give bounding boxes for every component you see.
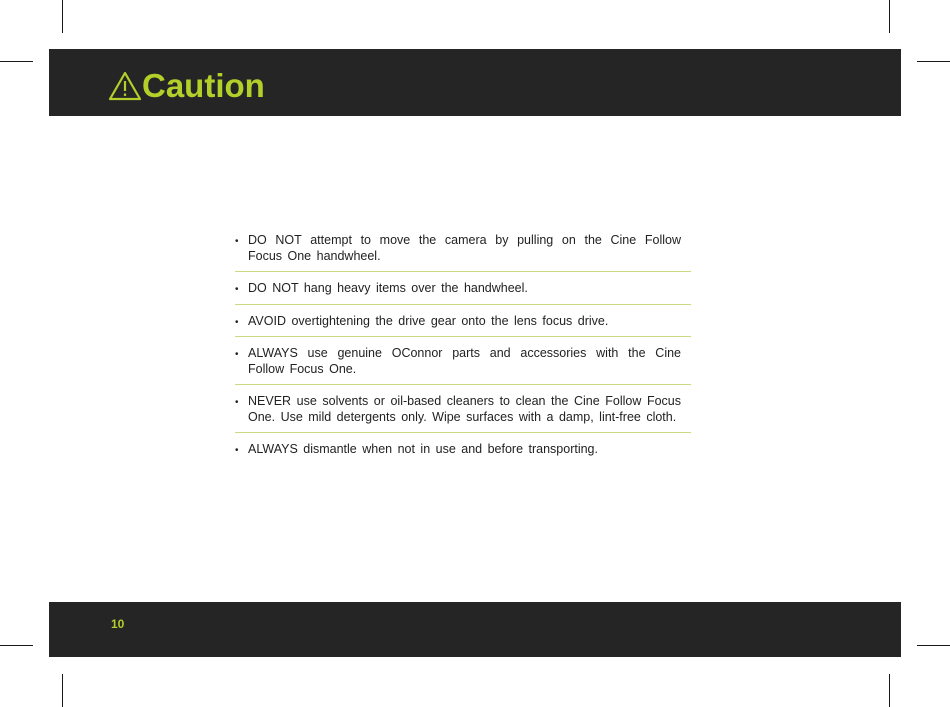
- caution-item: [235, 272, 691, 305]
- bullet: •: [235, 397, 239, 408]
- caution-text: DO NOT attempt to move the camera by pulling on the Cine Follow Focus One handwheel.: [248, 233, 681, 263]
- caution-item: [235, 385, 691, 433]
- bullet: •: [235, 284, 239, 295]
- title-text: Caution: [142, 67, 265, 104]
- crop-mark-top-left-horizontal: [0, 61, 33, 62]
- crop-mark-bottom-right-vertical: [889, 674, 890, 707]
- page-number: 10: [111, 617, 125, 631]
- bullet: •: [235, 445, 239, 456]
- caution-text: AVOID overtightening the drive gear onto the lens focus drive.: [248, 313, 609, 328]
- caution-text: NEVER use solvents or oil-based cleaners to clean the Cine Follow Focus One. Use mild detergents only. Wipe surfaces with a damp, lint-free cloth.: [248, 394, 681, 424]
- crop-mark-top-left-vertical: [62, 0, 63, 33]
- bullet: •: [235, 316, 239, 328]
- caution-item: [235, 433, 691, 465]
- caution-text: ALWAYS dismantle when not in use and before transporting.: [248, 442, 598, 456]
- caution-list: [235, 230, 691, 465]
- caution-item: [235, 337, 691, 385]
- footer-bar: [49, 602, 901, 657]
- crop-mark-bottom-right-horizontal: [917, 645, 950, 646]
- caution-text: ALWAYS use genuine OConnor parts and accessories with the Cine Follow Focus One.: [248, 346, 681, 376]
- bullet: •: [235, 349, 239, 360]
- crop-mark-top-right-horizontal: [917, 61, 950, 62]
- crop-mark-top-right-vertical: [889, 0, 890, 33]
- caution-text: DO NOT hang heavy items over the handwheel.: [248, 281, 528, 295]
- crop-mark-bottom-left-vertical: [62, 674, 63, 707]
- bullet: •: [235, 236, 239, 247]
- caution-item: [235, 305, 691, 338]
- page-title: [108, 66, 265, 106]
- crop-mark-bottom-left-horizontal: [0, 645, 33, 646]
- warning-triangle-icon: [108, 71, 142, 101]
- caution-item: [235, 230, 691, 272]
